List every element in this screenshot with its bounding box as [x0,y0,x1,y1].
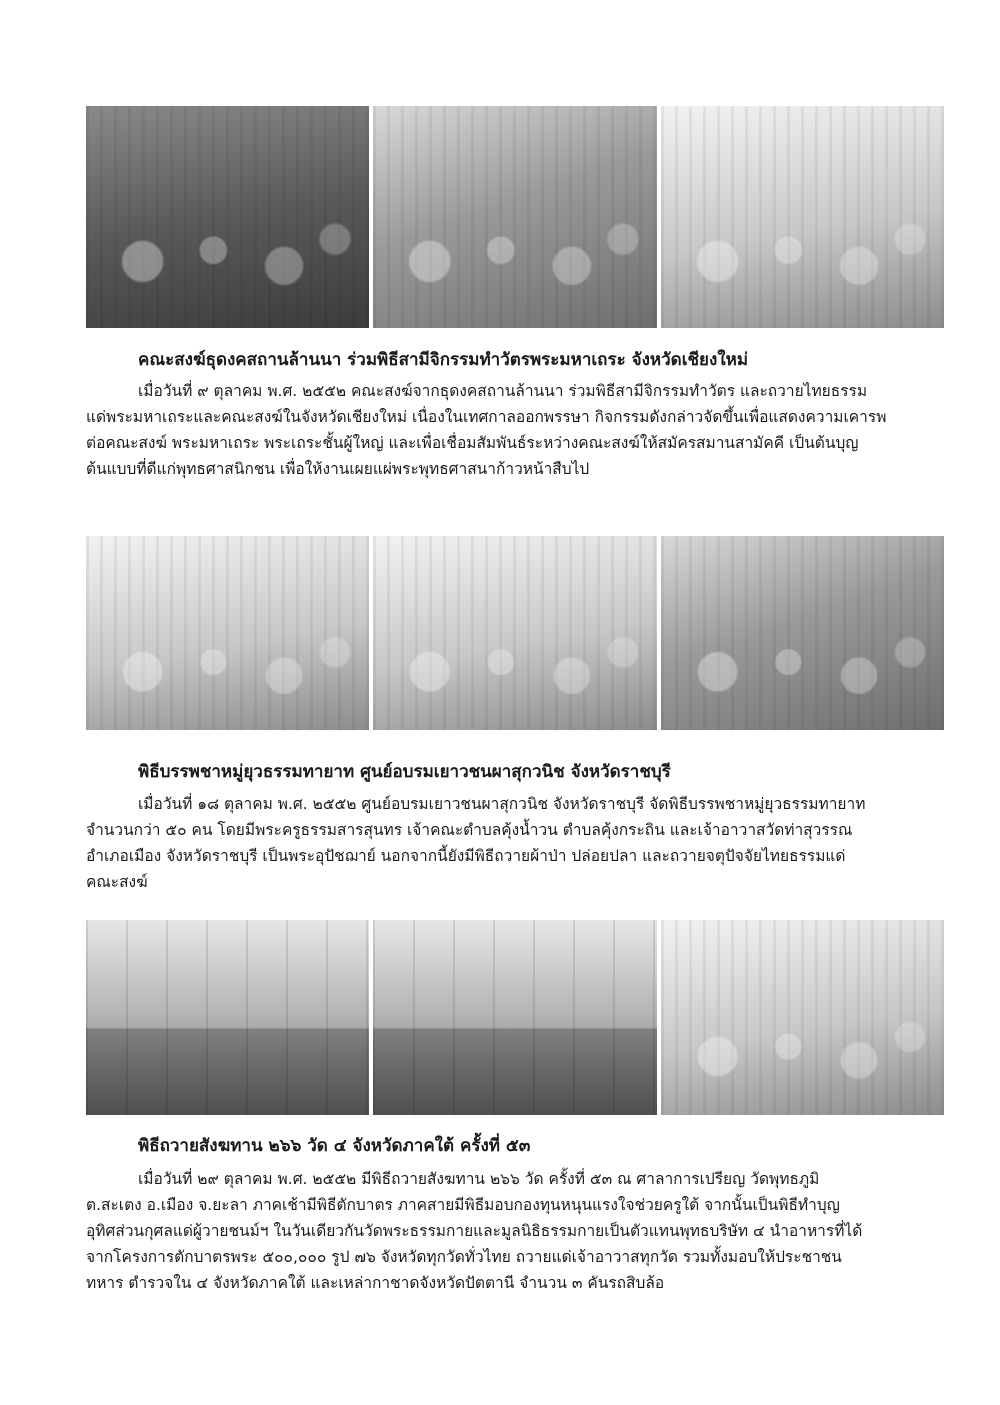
photo-row-3 [86,920,944,1115]
photo-hall-monks [86,920,369,1115]
photo-ordination-offering [86,536,369,730]
photo-monks-temple [661,106,944,328]
section-2-line-1: เมื่อวันที่ ๑๘ ตุลาคม พ.ศ. ๒๕๕๒ ศูนย์อบรมเยาวชนผาสุกวนิช จังหวัดราชบุรี จัดพิธีบรรพชาหมู่ยุวธรรมทายาท [138,795,866,813]
section-2-title: พิธีบรรพชาหมู่ยุวธรรมทายาท ศูนย์อบรมเยาวชนผาสุกวนิช จังหวัดราชบุรี [138,762,671,782]
photo-row-1 [86,106,944,328]
section-3-line-5: ทหาร ตำรวจใน ๔ จังหวัดภาคใต้ และเหล่ากาชาดจังหวัดปัตตานี จำนวน ๓ คันรถสิบล้อ [86,1274,665,1292]
section-1-line-2: แด่พระมหาเถระและคณะสงฆ์ในจังหวัดเชียงใหม่ เนื่องในเทศกาลออกพรรษา กิจกรรมดังกล่าวจัดขึ้นเพื่อแสดงความเคารพ [86,408,887,426]
photo-ordination-kneeling [373,536,656,730]
section-3-line-4: จากโครงการตักบาตรพระ ๕๐๐,๐๐๐ รูป ๗๖ จังหวัดทุกวัดทั่วไทย ถวายแด่เจ้าอาวาสทุกวัด รวมทั้งมอบให้ประชาชน [86,1248,842,1266]
photo-hall-crowd [373,920,656,1115]
section-3-body [86,1166,944,1296]
photo-monks-ceremony [373,106,656,328]
photo-donation-ceremony [661,920,944,1115]
section-3-title: พิธีถวายสังฆทาน ๒๖๖ วัด ๔ จังหวัดภาคใต้ ครั้งที่ ๕๓ [138,1136,531,1156]
section-2-line-2: จำนวนกว่า ๕๐ คน โดยมีพระครูธรรมสารสุนทร เจ้าคณะตำบลคุ้งน้ำวน ตำบลคุ้งกระถิน และเจ้าอาวาสวัดท่าสุวรรณ [86,821,853,839]
section-2-line-4: คณะสงฆ์ [86,873,148,891]
section-3-line-2: ต.สะเตง อ.เมือง จ.ยะลา ภาคเช้ามีพิธีตักบาตร ภาคสายมีพิธีมอบกองทุนหนุนแรงใจช่วยครูใต้ จากนั้นเป็นพิธีทำบุญ [86,1196,840,1214]
photo-monks-seated [86,106,369,328]
section-3-line-1: เมื่อวันที่ ๒๙ ตุลาคม พ.ศ. ๒๕๕๒ มีพิธีถวายสังฆทาน ๒๖๖ วัด ครั้งที่ ๕๓ ณ ศาลาการเปรียญ วัดพุทธภูมิ [138,1170,820,1188]
section-2-body [86,791,944,895]
photo-row-2 [86,536,944,730]
section-2-line-3: อำเภอเมือง จังหวัดราชบุรี เป็นพระอุปัชฌาย์ นอกจากนี้ยังมีพิธีถวายผ้าป่า ปล่อยปลา และถวายจตุปัจจัยไทยธรรมแด่ [86,847,846,865]
section-3-line-3: อุทิศส่วนกุศลแด่ผู้วายชนม์ฯ ในวันเดียวกันวัดพระธรรมกายและมูลนิธิธรรมกายเป็นตัวแทนพุทธบริษัท ๔ นำอาหารที่ได้ [86,1222,863,1240]
section-1-body [86,378,944,482]
section-1-title: คณะสงฆ์ธุดงคสถานล้านนา ร่วมพิธีสามีจิกรรมทำวัตรพระมหาเถระ จังหวัดเชียงใหม่ [138,350,749,370]
section-1-line-3: ต่อคณะสงฆ์ พระมหาเถระ พระเถระชั้นผู้ใหญ่ และเพื่อเชื่อมสัมพันธ์ระหว่างคณะสงฆ์ให้สมัครสมานสามัคคี เป็นต้นบุญ [86,434,859,452]
section-1-line-4: ต้นแบบที่ดีแก่พุทธศาสนิกชน เพื่อให้งานเผยแผ่พระพุทธศาสนาก้าวหน้าสืบไป [86,460,590,478]
section-1-line-1: เมื่อวันที่ ๙ ตุลาคม พ.ศ. ๒๕๕๒ คณะสงฆ์จากธุดงคสถานล้านนา ร่วมพิธีสามีจิกรรมทำวัตร และถวายไทยธรรม [138,382,868,400]
photo-novices-procession [661,536,944,730]
